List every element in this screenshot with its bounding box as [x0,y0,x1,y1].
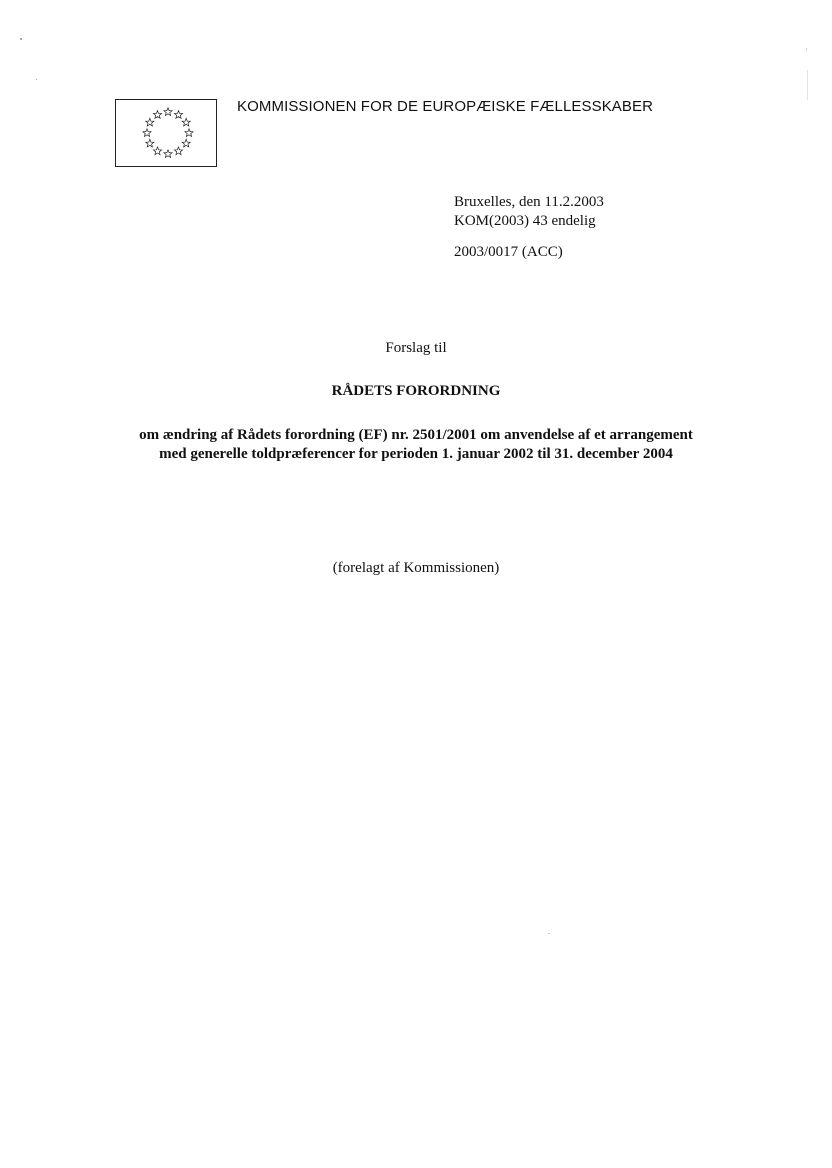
place-date: Bruxelles, den 11.2.2003 [454,194,604,210]
eu-stars-emblem-icon [116,100,216,166]
scan-speck [20,38,22,40]
reference-block [454,193,604,262]
proposal-subject-line-2: med generelle toldpræferencer for perioden 1. januar 2002 til 31. december 2004 [159,446,673,462]
organization-name: KOMMISSIONEN FOR DE EUROPÆISKE FÆLLESSKABER [237,98,654,115]
proposal-subject-line-1: om ændring af Rådets forordning (EF) nr. 2501/2001 om anvendelse af et arrangement [139,427,693,443]
proposal-intro: Forslag til [385,340,447,356]
scan-speck [548,933,550,934]
procedure-number: 2003/0017 (ACC) [454,244,563,260]
eu-emblem [115,99,217,167]
proposal-subject [0,426,832,464]
proposal-title: RÅDETS FORORDNING [331,383,501,399]
scan-speck [806,48,807,51]
scan-speck [807,70,808,100]
document-number: KOM(2003) 43 endelig [454,213,596,229]
submitted-by: (forelagt af Kommissionen) [332,560,500,576]
scan-speck [36,79,37,80]
